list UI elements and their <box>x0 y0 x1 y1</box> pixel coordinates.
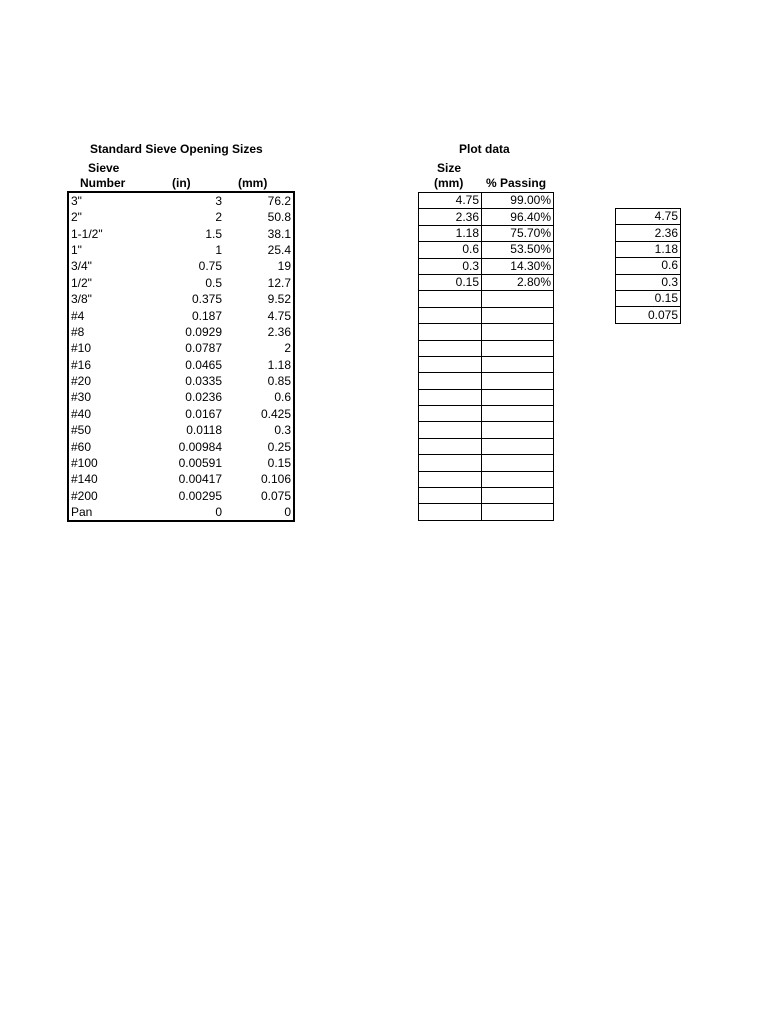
sieve-number-cell[interactable]: #40 <box>71 406 92 421</box>
sieve-number-cell[interactable]: #8 <box>71 324 85 339</box>
size-header-line1: Size <box>437 161 462 175</box>
sieve-inch-cell[interactable]: 0.00295 <box>178 488 222 503</box>
plot-row <box>419 258 554 274</box>
plot-size-cell[interactable] <box>419 504 482 520</box>
sieve-mm-cell[interactable]: 0 <box>284 505 291 520</box>
sieve-row <box>68 504 294 521</box>
sieve-inch-cell[interactable]: 0.375 <box>191 292 222 307</box>
sieve-number-cell[interactable]: #4 <box>71 308 85 323</box>
sieve-inch-cell[interactable]: 0.0118 <box>186 423 222 438</box>
sieve-number-cell[interactable]: 1/2" <box>71 275 92 290</box>
plot-row <box>419 340 554 356</box>
sieve-number-cell[interactable]: 2" <box>71 210 82 225</box>
plot-size-cell[interactable] <box>419 438 482 454</box>
side-list-row <box>616 241 681 257</box>
sieve-row <box>68 471 294 487</box>
plot-row <box>419 422 554 438</box>
size-header-line2: (mm) <box>434 176 464 190</box>
sieve-inch-cell[interactable]: 0.00417 <box>178 472 222 487</box>
plot-size-cell[interactable] <box>419 307 482 323</box>
plot-row <box>419 504 554 520</box>
sieve-mm-cell[interactable]: 76.2 <box>267 194 291 208</box>
side-size-list <box>615 208 681 324</box>
side-list-cell[interactable]: 1.18 <box>616 241 681 257</box>
sieve-mm-cell[interactable]: 0.075 <box>260 488 291 503</box>
plot-row <box>419 438 554 454</box>
plot-row <box>419 389 554 405</box>
sieve-row <box>68 225 294 241</box>
plot-row <box>419 324 554 340</box>
sieve-number-cell[interactable]: #30 <box>71 390 92 405</box>
plot-size-cell[interactable] <box>419 488 482 504</box>
mm-column-header: (mm) <box>238 176 268 190</box>
plot-row <box>419 209 554 225</box>
plot-data-table <box>418 192 554 521</box>
plot-size-cell[interactable] <box>419 373 482 389</box>
sieve-mm-cell[interactable]: 9.52 <box>267 292 291 307</box>
plot-passing-cell[interactable] <box>482 438 554 454</box>
plot-row <box>419 307 554 323</box>
sieve-row <box>68 455 294 471</box>
sieve-number-cell[interactable]: #50 <box>71 423 92 438</box>
side-list-cell[interactable]: 0.3 <box>616 274 681 290</box>
sieve-row <box>68 291 294 307</box>
sieve-number-cell[interactable]: #20 <box>71 374 92 389</box>
sieve-number-cell[interactable]: 3/8" <box>71 292 92 307</box>
plot-passing-cell[interactable] <box>482 471 554 487</box>
plot-size-cell[interactable]: 1.18 <box>419 225 482 241</box>
plot-size-cell[interactable]: 0.6 <box>419 242 482 258</box>
sieve-table-title: Standard Sieve Opening Sizes <box>90 142 263 156</box>
sieve-inch-cell[interactable]: 0.0787 <box>185 341 222 356</box>
sieve-number-cell[interactable]: #10 <box>71 341 92 356</box>
sieve-inch-cell[interactable]: 0.0236 <box>185 390 222 405</box>
sieve-mm-cell[interactable]: 1.18 <box>267 357 291 372</box>
sieve-mm-cell[interactable]: 4.75 <box>267 308 291 323</box>
plot-size-cell[interactable]: 0.15 <box>419 274 482 290</box>
side-list-cell[interactable]: 4.75 <box>616 209 681 225</box>
plot-row <box>419 373 554 389</box>
sieve-mm-cell[interactable]: 0.6 <box>274 390 291 405</box>
sieve-mm-cell[interactable]: 0.25 <box>267 439 291 454</box>
plot-passing-cell[interactable] <box>482 340 554 356</box>
sieve-number-cell[interactable]: 3/4" <box>71 259 92 274</box>
sieve-row <box>68 209 294 225</box>
plot-data-title: Plot data <box>459 142 510 156</box>
plot-passing-cell[interactable] <box>482 356 554 372</box>
sieve-row <box>68 389 294 405</box>
sieve-inch-cell[interactable]: 3 <box>215 194 222 208</box>
plot-passing-cell[interactable] <box>482 504 554 520</box>
plot-row <box>419 471 554 487</box>
sieve-row <box>68 340 294 356</box>
sieve-number-cell[interactable]: #16 <box>71 357 92 372</box>
sieve-inch-cell[interactable]: 1.5 <box>205 226 222 241</box>
plot-passing-cell[interactable] <box>482 389 554 405</box>
sieve-number-cell[interactable]: #140 <box>71 472 98 487</box>
plot-passing-cell[interactable] <box>482 324 554 340</box>
sieve-mm-cell[interactable]: 19 <box>277 259 291 274</box>
plot-size-cell[interactable]: 2.36 <box>419 209 482 225</box>
sieve-number-cell[interactable]: #200 <box>71 488 98 503</box>
sieve-mm-cell[interactable]: 38.1 <box>267 226 291 241</box>
sieve-mm-cell[interactable]: 2.36 <box>267 324 291 339</box>
sieve-inch-cell[interactable]: 0.0465 <box>185 357 222 372</box>
plot-size-cell[interactable] <box>419 471 482 487</box>
sieve-row <box>68 406 294 422</box>
plot-size-cell[interactable] <box>419 389 482 405</box>
sieve-row <box>68 324 294 340</box>
sieve-mm-cell[interactable]: 0.425 <box>260 406 291 421</box>
plot-size-cell[interactable]: 0.3 <box>419 258 482 274</box>
sieve-inch-cell[interactable]: 0.5 <box>205 275 222 290</box>
sieve-inch-cell[interactable]: 0.75 <box>198 259 222 274</box>
plot-passing-cell[interactable]: 99.00% <box>482 193 554 209</box>
sieve-inch-cell[interactable]: 0.0167 <box>185 406 222 421</box>
side-list-cell[interactable]: 0.6 <box>616 258 681 274</box>
plot-size-cell[interactable] <box>419 422 482 438</box>
sieve-inch-cell[interactable]: 0.0929 <box>185 324 222 339</box>
sieve-number-header-line2: Number <box>80 176 126 190</box>
sieve-row <box>68 307 294 323</box>
plot-passing-cell[interactable]: 96.40% <box>482 209 554 225</box>
sieve-row <box>68 357 294 373</box>
plot-passing-cell[interactable]: 75.70% <box>482 225 554 241</box>
sieve-inch-cell[interactable]: 0.00984 <box>178 439 222 454</box>
side-list-row <box>616 225 681 241</box>
sieve-size-table <box>67 191 295 522</box>
sieve-row <box>68 422 294 438</box>
plot-row <box>419 274 554 290</box>
plot-row <box>419 356 554 372</box>
sieve-mm-cell[interactable]: 0.3 <box>274 423 291 438</box>
sieve-row <box>68 373 294 389</box>
sieve-inch-cell[interactable]: 0 <box>215 505 222 520</box>
side-list-row <box>616 290 681 306</box>
side-list-cell[interactable]: 0.075 <box>616 307 681 323</box>
side-list-cell[interactable]: 2.36 <box>616 225 681 241</box>
side-list-cell[interactable]: 0.15 <box>616 290 681 306</box>
plot-row <box>419 291 554 307</box>
sieve-mm-cell[interactable]: 0.106 <box>260 472 291 487</box>
plot-row <box>419 406 554 422</box>
sieve-mm-cell[interactable]: 25.4 <box>267 242 291 257</box>
plot-size-cell[interactable] <box>419 455 482 471</box>
plot-passing-cell[interactable] <box>482 291 554 307</box>
sieve-inch-cell[interactable]: 2 <box>215 210 222 225</box>
sieve-number-cell[interactable]: 1-1/2" <box>71 226 103 241</box>
sieve-row <box>68 275 294 291</box>
plot-passing-cell[interactable] <box>482 455 554 471</box>
plot-size-cell[interactable] <box>419 406 482 422</box>
sieve-inch-cell[interactable]: 0.00591 <box>178 456 222 471</box>
sieve-mm-cell[interactable]: 12.7 <box>267 275 291 290</box>
plot-passing-cell[interactable] <box>482 373 554 389</box>
sieve-mm-cell[interactable]: 2 <box>284 341 291 356</box>
plot-size-cell[interactable] <box>419 340 482 356</box>
sieve-inch-cell[interactable]: 1 <box>215 242 222 257</box>
sieve-number-header-line1: Sieve <box>88 161 120 175</box>
plot-passing-cell[interactable] <box>482 422 554 438</box>
side-list-row <box>616 258 681 274</box>
sieve-row <box>68 192 294 209</box>
plot-passing-cell[interactable]: 53.50% <box>482 242 554 258</box>
sieve-row <box>68 438 294 454</box>
side-list-row <box>616 307 681 323</box>
plot-row <box>419 488 554 504</box>
sieve-number-cell[interactable]: #100 <box>71 456 98 471</box>
side-list-row <box>616 209 681 225</box>
side-list-row <box>616 274 681 290</box>
plot-passing-cell[interactable] <box>482 488 554 504</box>
passing-header: % Passing <box>486 176 547 190</box>
sieve-mm-cell[interactable]: 0.15 <box>267 456 291 471</box>
inch-column-header: (in) <box>172 176 191 190</box>
plot-row <box>419 193 554 209</box>
sieve-number-cell[interactable]: #60 <box>71 439 92 454</box>
plot-size-cell[interactable]: 4.75 <box>419 193 482 209</box>
sieve-row <box>68 488 294 504</box>
sieve-number-cell[interactable]: Pan <box>71 505 93 520</box>
sieve-mm-cell[interactable]: 0.85 <box>267 374 291 389</box>
plot-passing-cell[interactable] <box>482 406 554 422</box>
sieve-number-cell[interactable]: 1" <box>71 242 82 257</box>
plot-size-cell[interactable] <box>419 291 482 307</box>
sieve-mm-cell[interactable]: 50.8 <box>267 210 291 225</box>
plot-passing-cell[interactable]: 2.80% <box>482 274 554 290</box>
plot-row <box>419 225 554 241</box>
sieve-inch-cell[interactable]: 0.187 <box>191 308 222 323</box>
plot-row <box>419 455 554 471</box>
plot-passing-cell[interactable]: 14.30% <box>482 258 554 274</box>
plot-size-cell[interactable] <box>419 356 482 372</box>
sieve-row <box>68 258 294 274</box>
plot-size-cell[interactable] <box>419 324 482 340</box>
plot-row <box>419 242 554 258</box>
sieve-number-cell[interactable]: 3" <box>71 194 82 208</box>
sieve-row <box>68 242 294 258</box>
plot-passing-cell[interactable] <box>482 307 554 323</box>
sieve-inch-cell[interactable]: 0.0335 <box>185 374 222 389</box>
